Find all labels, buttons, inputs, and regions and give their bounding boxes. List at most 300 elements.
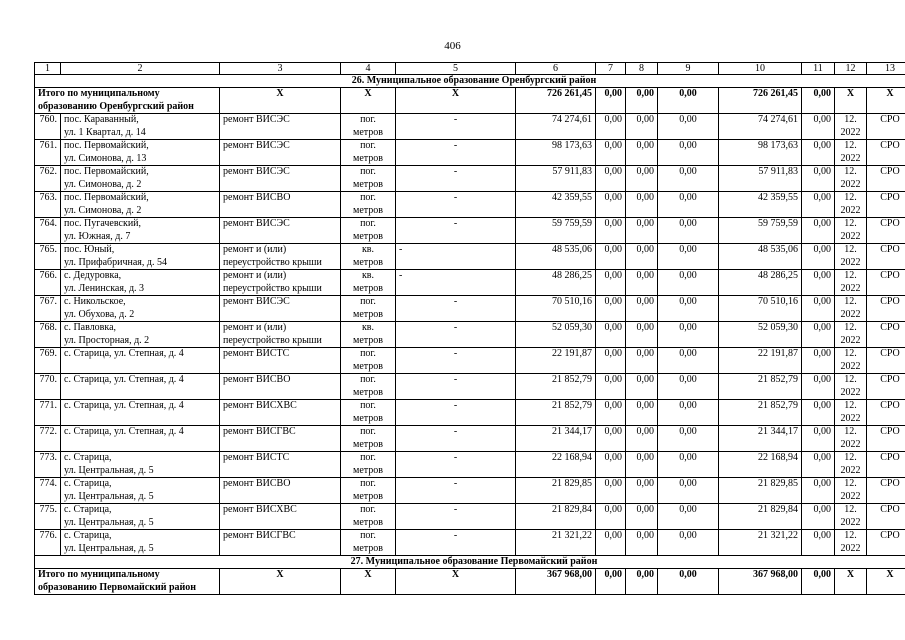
cell-line-2: метров xyxy=(353,412,383,424)
cell-line-1: кв. xyxy=(361,270,375,281)
fund-cell-9: 0,00 xyxy=(658,504,719,530)
cell-line-2: метров xyxy=(353,178,383,190)
unit-cell xyxy=(341,114,396,140)
fund-cell-8: 0,00 xyxy=(626,452,658,478)
work-type-cell xyxy=(220,504,341,530)
capital-repair-table xyxy=(34,62,905,595)
total-cost-cell: 48 286,25 xyxy=(516,270,596,296)
work-type-cell xyxy=(220,270,341,296)
column-number: 13 xyxy=(867,63,905,75)
cell-line-1: с. Старица, xyxy=(64,478,112,489)
cell-line-2: 2022 xyxy=(840,152,861,164)
fund-cell-11: 0,00 xyxy=(802,478,835,504)
cell-line-1: ремонт ВИСЭС xyxy=(223,218,290,229)
cell-line-2: метров xyxy=(353,204,383,216)
executor-cell: СРО xyxy=(867,478,905,504)
cell-line-2: 2022 xyxy=(840,542,861,554)
total-c8: 0,00 xyxy=(626,569,658,595)
executor-cell: СРО xyxy=(867,374,905,400)
quantity-cell: - xyxy=(396,504,516,530)
cell-line-2: 2022 xyxy=(840,464,861,476)
table-row xyxy=(35,374,905,400)
fund-cell-9: 0,00 xyxy=(658,192,719,218)
cell-line-1: ремонт и (или) xyxy=(223,244,287,255)
cell-line-2: 2022 xyxy=(840,360,861,372)
fund-cell-11: 0,00 xyxy=(802,192,835,218)
work-type-cell xyxy=(220,166,341,192)
row-number: 767. xyxy=(35,296,61,322)
fund-cell-7: 0,00 xyxy=(596,348,626,374)
total-c4: X xyxy=(341,88,396,114)
cell-line-2: ул. Симонова, д. 2 xyxy=(64,204,142,216)
section-total-row xyxy=(35,88,905,114)
executor-cell: СРО xyxy=(867,530,905,556)
fund-cell-9: 0,00 xyxy=(658,140,719,166)
fund-cell-11: 0,00 xyxy=(802,270,835,296)
completion-date-cell xyxy=(835,530,867,556)
cell-line-1: пос. Юный, xyxy=(64,244,115,255)
cell-line-2: ул. Центральная, д. 5 xyxy=(64,490,154,502)
cell-line-2: образованию Оренбургский район xyxy=(38,100,194,112)
completion-date-cell xyxy=(835,218,867,244)
cell-line-1: пог. xyxy=(360,478,376,489)
column-number: 1 xyxy=(35,63,61,75)
cell-line-2: 2022 xyxy=(840,334,861,346)
total-c4: X xyxy=(341,569,396,595)
cell-line-2: 2022 xyxy=(840,178,861,190)
fund-cell-11: 0,00 xyxy=(802,400,835,426)
table-row xyxy=(35,270,905,296)
fund-cell-8: 0,00 xyxy=(626,374,658,400)
fund-cell-8: 0,00 xyxy=(626,348,658,374)
fund-cell-9: 0,00 xyxy=(658,244,719,270)
cell-line-1: 12. xyxy=(844,530,857,541)
fund-cell-11: 0,00 xyxy=(802,452,835,478)
cell-line-2: 2022 xyxy=(840,412,861,424)
cell-line-1: кв. xyxy=(361,322,375,333)
address-cell xyxy=(61,530,220,556)
cell-line-2: метров xyxy=(353,256,383,268)
cell-line-1: с. Старица, ул. Степная, д. 4 xyxy=(64,374,184,385)
cell-line-1: 12. xyxy=(844,348,857,359)
column-number: 12 xyxy=(835,63,867,75)
fund-cell-7: 0,00 xyxy=(596,166,626,192)
fund-cell-7: 0,00 xyxy=(596,296,626,322)
owner-funds-cell: 52 059,30 xyxy=(719,322,802,348)
cell-line-1: с. Старица, ул. Степная, д. 4 xyxy=(64,400,184,411)
row-number: 776. xyxy=(35,530,61,556)
executor-cell: СРО xyxy=(867,504,905,530)
row-number: 774. xyxy=(35,478,61,504)
row-number: 773. xyxy=(35,452,61,478)
work-type-cell xyxy=(220,348,341,374)
owner-funds-cell: 98 173,63 xyxy=(719,140,802,166)
total-c5: X xyxy=(396,88,516,114)
total-cost-cell: 52 059,30 xyxy=(516,322,596,348)
completion-date-cell xyxy=(835,140,867,166)
cell-line-1: 12. xyxy=(844,400,857,411)
fund-cell-11: 0,00 xyxy=(802,140,835,166)
cell-line-1: ремонт ВИСТС xyxy=(223,348,290,359)
cell-line-1: ремонт ВИСГВС xyxy=(223,426,296,437)
cell-line-1: с. Павловка, xyxy=(64,322,117,333)
work-type-cell xyxy=(220,140,341,166)
work-type-cell xyxy=(220,374,341,400)
fund-cell-8: 0,00 xyxy=(626,140,658,166)
cell-line-1: пог. xyxy=(360,140,376,151)
owner-funds-cell: 21 852,79 xyxy=(719,374,802,400)
cell-line-1: 12. xyxy=(844,166,857,177)
total-c7: 0,00 xyxy=(596,88,626,114)
cell-line-2: переустройство крыши xyxy=(223,256,322,268)
fund-cell-11: 0,00 xyxy=(802,426,835,452)
total-c9: 0,00 xyxy=(658,569,719,595)
total-cost-cell: 22 168,94 xyxy=(516,452,596,478)
cell-line-1: ремонт и (или) xyxy=(223,322,287,333)
cell-line-1: 12. xyxy=(844,114,857,125)
cell-line-1: пос. Первомайский, xyxy=(64,166,149,177)
total-c11: 0,00 xyxy=(802,569,835,595)
fund-cell-9: 0,00 xyxy=(658,400,719,426)
total-cost-cell: 42 359,55 xyxy=(516,192,596,218)
total-c13: X xyxy=(867,569,905,595)
address-cell xyxy=(61,374,220,400)
total-cost-cell: 59 759,59 xyxy=(516,218,596,244)
fund-cell-8: 0,00 xyxy=(626,426,658,452)
owner-funds-cell: 21 852,79 xyxy=(719,400,802,426)
address-cell xyxy=(61,140,220,166)
fund-cell-8: 0,00 xyxy=(626,244,658,270)
fund-cell-11: 0,00 xyxy=(802,348,835,374)
fund-cell-9: 0,00 xyxy=(658,478,719,504)
cell-line-1: с. Старица, ул. Степная, д. 4 xyxy=(64,348,184,359)
table-row xyxy=(35,140,905,166)
completion-date-cell xyxy=(835,478,867,504)
fund-cell-11: 0,00 xyxy=(802,374,835,400)
executor-cell: СРО xyxy=(867,400,905,426)
total-c12: X xyxy=(835,88,867,114)
executor-cell: СРО xyxy=(867,140,905,166)
cell-line-2: метров xyxy=(353,438,383,450)
total-cost-cell: 74 274,61 xyxy=(516,114,596,140)
total-c5: X xyxy=(396,569,516,595)
fund-cell-7: 0,00 xyxy=(596,244,626,270)
cell-line-1: ремонт ВИСЭС xyxy=(223,296,290,307)
cell-line-2: переустройство крыши xyxy=(223,282,322,294)
row-number: 769. xyxy=(35,348,61,374)
completion-date-cell xyxy=(835,452,867,478)
owner-funds-cell: 21 829,85 xyxy=(719,478,802,504)
column-number: 10 xyxy=(719,63,802,75)
executor-cell: СРО xyxy=(867,218,905,244)
cell-line-2: 2022 xyxy=(840,126,861,138)
cell-line-1: ремонт и (или) xyxy=(223,270,287,281)
cell-line-1: 12. xyxy=(844,452,857,463)
owner-funds-cell: 57 911,83 xyxy=(719,166,802,192)
work-type-cell xyxy=(220,530,341,556)
work-type-cell xyxy=(220,218,341,244)
cell-line-1: 12. xyxy=(844,218,857,229)
fund-cell-11: 0,00 xyxy=(802,322,835,348)
cell-line-1: с. Никольское, xyxy=(64,296,126,307)
row-number: 763. xyxy=(35,192,61,218)
cell-line-1: пог. xyxy=(360,504,376,515)
owner-funds-cell: 74 274,61 xyxy=(719,114,802,140)
address-cell xyxy=(61,504,220,530)
cell-line-2: образованию Первомайский район xyxy=(38,581,197,593)
table-row xyxy=(35,452,905,478)
cell-line-1: 12. xyxy=(844,478,857,489)
unit-cell xyxy=(341,478,396,504)
unit-cell xyxy=(341,452,396,478)
completion-date-cell xyxy=(835,400,867,426)
row-number: 771. xyxy=(35,400,61,426)
cell-line-1: Итого по муниципальному xyxy=(38,569,160,580)
section-title: 27. Муниципальное образование Первомайский район xyxy=(35,556,905,569)
cell-line-2: метров xyxy=(353,126,383,138)
total-label xyxy=(35,88,220,114)
section-total-row xyxy=(35,569,905,595)
cell-line-1: пог. xyxy=(360,374,376,385)
total-c7: 0,00 xyxy=(596,569,626,595)
fund-cell-7: 0,00 xyxy=(596,530,626,556)
unit-cell xyxy=(341,244,396,270)
cell-line-2: ул. Центральная, д. 5 xyxy=(64,516,154,528)
table-row xyxy=(35,348,905,374)
work-type-cell xyxy=(220,400,341,426)
completion-date-cell xyxy=(835,114,867,140)
total-cost-cell: 21 321,22 xyxy=(516,530,596,556)
total-label xyxy=(35,569,220,595)
address-cell xyxy=(61,244,220,270)
fund-cell-8: 0,00 xyxy=(626,270,658,296)
quantity-cell: - xyxy=(396,530,516,556)
address-cell xyxy=(61,322,220,348)
owner-funds-cell: 70 510,16 xyxy=(719,296,802,322)
cell-line-2: ул. Симонова, д. 13 xyxy=(64,152,147,164)
fund-cell-7: 0,00 xyxy=(596,504,626,530)
column-number: 2 xyxy=(61,63,220,75)
table-row xyxy=(35,400,905,426)
column-number: 11 xyxy=(802,63,835,75)
cell-line-1: пог. xyxy=(360,192,376,203)
fund-cell-11: 0,00 xyxy=(802,244,835,270)
fund-cell-9: 0,00 xyxy=(658,374,719,400)
row-number: 764. xyxy=(35,218,61,244)
cell-line-2: метров xyxy=(353,308,383,320)
executor-cell: СРО xyxy=(867,114,905,140)
page-number: 406 xyxy=(444,40,461,52)
section-title: 26. Муниципальное образование Оренбургский район xyxy=(35,75,905,88)
cell-line-1: пог. xyxy=(360,296,376,307)
cell-line-1: 12. xyxy=(844,374,857,385)
unit-cell xyxy=(341,530,396,556)
fund-cell-11: 0,00 xyxy=(802,114,835,140)
fund-cell-8: 0,00 xyxy=(626,296,658,322)
table-row xyxy=(35,166,905,192)
quantity-cell: - xyxy=(396,322,516,348)
cell-line-1: пос. Первомайский, xyxy=(64,192,149,203)
cell-line-2: 2022 xyxy=(840,282,861,294)
cell-line-1: 12. xyxy=(844,322,857,333)
total-cost-cell: 21 344,17 xyxy=(516,426,596,452)
row-number: 761. xyxy=(35,140,61,166)
fund-cell-8: 0,00 xyxy=(626,322,658,348)
total-c11: 0,00 xyxy=(802,88,835,114)
owner-funds-cell: 42 359,55 xyxy=(719,192,802,218)
executor-cell: СРО xyxy=(867,166,905,192)
quantity-cell: - xyxy=(396,218,516,244)
fund-cell-9: 0,00 xyxy=(658,270,719,296)
unit-cell xyxy=(341,218,396,244)
fund-cell-7: 0,00 xyxy=(596,452,626,478)
quantity-cell: - xyxy=(396,192,516,218)
total-cost-cell: 21 829,85 xyxy=(516,478,596,504)
table-row xyxy=(35,114,905,140)
work-type-cell xyxy=(220,426,341,452)
quantity-cell: - xyxy=(396,140,516,166)
fund-cell-9: 0,00 xyxy=(658,452,719,478)
fund-cell-9: 0,00 xyxy=(658,218,719,244)
cell-line-1: пос. Караванный, xyxy=(64,114,139,125)
fund-cell-7: 0,00 xyxy=(596,426,626,452)
cell-line-2: 2022 xyxy=(840,438,861,450)
quantity-cell: - xyxy=(396,426,516,452)
completion-date-cell xyxy=(835,244,867,270)
column-number: 9 xyxy=(658,63,719,75)
unit-cell xyxy=(341,140,396,166)
cell-line-1: пог. xyxy=(360,452,376,463)
total-cost-cell: 21 852,79 xyxy=(516,400,596,426)
unit-cell xyxy=(341,322,396,348)
work-type-cell xyxy=(220,322,341,348)
table-row xyxy=(35,192,905,218)
cell-line-2: ул. Просторная, д. 2 xyxy=(64,334,150,346)
fund-cell-8: 0,00 xyxy=(626,218,658,244)
table-row xyxy=(35,322,905,348)
executor-cell: СРО xyxy=(867,270,905,296)
cell-line-2: ул. Южная, д. 7 xyxy=(64,230,131,242)
fund-cell-11: 0,00 xyxy=(802,218,835,244)
work-type-cell xyxy=(220,244,341,270)
fund-cell-7: 0,00 xyxy=(596,192,626,218)
fund-cell-7: 0,00 xyxy=(596,400,626,426)
row-number: 762. xyxy=(35,166,61,192)
fund-cell-7: 0,00 xyxy=(596,114,626,140)
table-row xyxy=(35,296,905,322)
unit-cell xyxy=(341,166,396,192)
executor-cell: СРО xyxy=(867,244,905,270)
owner-funds-cell: 22 191,87 xyxy=(719,348,802,374)
quantity-cell: - xyxy=(396,296,516,322)
executor-cell: СРО xyxy=(867,192,905,218)
cell-line-2: метров xyxy=(353,282,383,294)
table-body xyxy=(35,63,905,595)
cell-line-2: 2022 xyxy=(840,204,861,216)
address-cell xyxy=(61,114,220,140)
cell-line-1: с. Дедуровка, xyxy=(64,270,122,281)
total-c6: 726 261,45 xyxy=(516,88,596,114)
total-c13: X xyxy=(867,88,905,114)
fund-cell-11: 0,00 xyxy=(802,530,835,556)
cell-line-1: ремонт ВИСЭС xyxy=(223,140,290,151)
executor-cell: СРО xyxy=(867,426,905,452)
fund-cell-9: 0,00 xyxy=(658,296,719,322)
quantity-cell: - xyxy=(396,166,516,192)
cell-line-1: ремонт ВИСЭС xyxy=(223,166,290,177)
total-cost-cell: 48 535,06 xyxy=(516,244,596,270)
cell-line-2: ул. Симонова, д. 2 xyxy=(64,178,142,190)
cell-line-1: 12. xyxy=(844,270,857,281)
row-number: 768. xyxy=(35,322,61,348)
total-c9: 0,00 xyxy=(658,88,719,114)
cell-line-2: 2022 xyxy=(840,386,861,398)
unit-cell xyxy=(341,348,396,374)
fund-cell-8: 0,00 xyxy=(626,400,658,426)
work-type-cell xyxy=(220,478,341,504)
address-cell xyxy=(61,478,220,504)
cell-line-2: 2022 xyxy=(840,490,861,502)
executor-cell: СРО xyxy=(867,452,905,478)
completion-date-cell xyxy=(835,426,867,452)
cell-line-1: с. Старица, xyxy=(64,530,112,541)
column-number: 7 xyxy=(596,63,626,75)
work-type-cell xyxy=(220,192,341,218)
cell-line-2: 2022 xyxy=(840,308,861,320)
cell-line-2: ул. Центральная, д. 5 xyxy=(64,542,154,554)
executor-cell: СРО xyxy=(867,348,905,374)
cell-line-2: метров xyxy=(353,464,383,476)
cell-line-1: 12. xyxy=(844,192,857,203)
cell-line-1: пос. Первомайский, xyxy=(64,140,149,151)
table-row xyxy=(35,530,905,556)
total-cost-cell: 70 510,16 xyxy=(516,296,596,322)
column-number: 3 xyxy=(220,63,341,75)
total-c12: X xyxy=(835,569,867,595)
completion-date-cell xyxy=(835,504,867,530)
address-cell xyxy=(61,426,220,452)
executor-cell: СРО xyxy=(867,322,905,348)
fund-cell-11: 0,00 xyxy=(802,296,835,322)
section-title-row xyxy=(35,75,905,88)
fund-cell-8: 0,00 xyxy=(626,166,658,192)
cell-line-1: с. Старица, xyxy=(64,504,112,515)
address-cell xyxy=(61,296,220,322)
cell-line-2: метров xyxy=(353,386,383,398)
fund-cell-8: 0,00 xyxy=(626,478,658,504)
quantity-cell: - xyxy=(396,452,516,478)
table-row xyxy=(35,504,905,530)
cell-line-2: метров xyxy=(353,230,383,242)
column-number: 4 xyxy=(341,63,396,75)
cell-line-1: ремонт ВИСТС xyxy=(223,452,290,463)
row-number: 760. xyxy=(35,114,61,140)
fund-cell-8: 0,00 xyxy=(626,504,658,530)
completion-date-cell xyxy=(835,270,867,296)
table-row xyxy=(35,426,905,452)
fund-cell-9: 0,00 xyxy=(658,322,719,348)
address-cell xyxy=(61,218,220,244)
quantity-cell: - xyxy=(396,400,516,426)
cell-line-1: пог. xyxy=(360,166,376,177)
work-type-cell xyxy=(220,114,341,140)
cell-line-1: пог. xyxy=(360,114,376,125)
column-number: 6 xyxy=(516,63,596,75)
cell-line-2: ул. Центральная, д. 5 xyxy=(64,464,154,476)
owner-funds-cell: 21 829,84 xyxy=(719,504,802,530)
owner-funds-cell: 21 344,17 xyxy=(719,426,802,452)
fund-cell-8: 0,00 xyxy=(626,530,658,556)
